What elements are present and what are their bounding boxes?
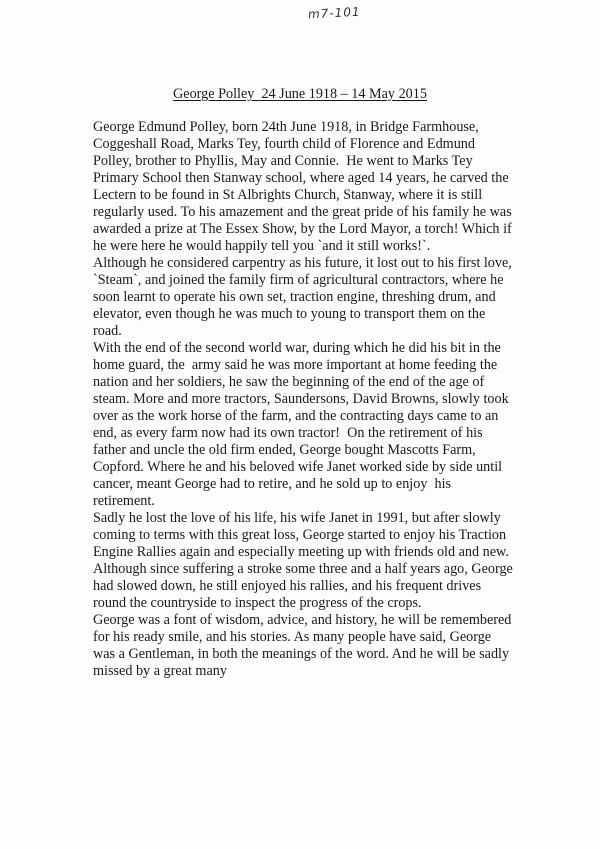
body-line: retirement. bbox=[93, 493, 155, 509]
body-line: regularly used. To his amazement and the great pride of his family he was bbox=[93, 204, 512, 220]
body-line: Engine Rallies again and especially meeting up with friends old and new. bbox=[93, 544, 509, 560]
body-line: Although he considered carpentry as his future, it lost out to his first love, bbox=[93, 255, 512, 271]
body-line: coming to terms with this great loss, George started to enjoy his Traction bbox=[93, 527, 507, 543]
body-line: George was a font of wisdom, advice, and history, he will be remembered bbox=[93, 612, 512, 628]
body-line: Lectern to be found in St Albrights Church, Stanway, where it is still bbox=[93, 187, 483, 203]
body-line: missed by a great many bbox=[93, 663, 227, 679]
body-line: Sadly he lost the love of his life, his wife Janet in 1991, but after slowly bbox=[93, 510, 501, 526]
handwritten-annotation: m7-101 bbox=[307, 4, 361, 22]
body-line: Although since suffering a stroke some three and a half years ago, George bbox=[93, 561, 513, 577]
document-body bbox=[93, 119, 533, 680]
body-line: for his ready smile, and his stories. As many people have said, George bbox=[93, 629, 492, 645]
body-line: cancer, meant George had to retire, and he sold up to enjoy his bbox=[93, 476, 452, 492]
body-line: he were here he would happily tell you `and it still works!`. bbox=[93, 238, 431, 254]
body-line: Polley, brother to Phyllis, May and Connie. He went to Marks Tey bbox=[93, 153, 473, 169]
body-line: had slowed down, he still enjoyed his rallies, and his frequent drives bbox=[93, 578, 482, 594]
body-line: Primary School then Stanway school, where aged 14 years, he carved the bbox=[93, 170, 509, 186]
body-line: end, as every farm now had its own tractor! On the retirement of his bbox=[93, 425, 483, 441]
body-line: over as the work horse of the farm, and the contracting days came to an bbox=[93, 408, 499, 424]
body-line: nation and her soldiers, he saw the beginning of the end of the age of bbox=[93, 374, 485, 390]
body-line: steam. More and more tractors, Saundersons, David Browns, slowly took bbox=[93, 391, 509, 407]
body-line: was a Gentleman, in both the meanings of the word. And he will be sadly bbox=[93, 646, 510, 662]
body-line: home guard, the army said he was more important at home feeding the bbox=[93, 357, 498, 373]
body-line: father and uncle the old firm ended, George bought Mascotts Farm, bbox=[93, 442, 476, 458]
body-line: round the countryside to inspect the progress of the crops. bbox=[93, 595, 422, 611]
page-title: George Polley 24 June 1918 – 14 May 2015 bbox=[173, 86, 427, 102]
body-line: Copford. Where he and his beloved wife Janet worked side by side until bbox=[93, 459, 503, 475]
body-line: elevator, even though he was much to young to transport them on the bbox=[93, 306, 486, 322]
body-line: `Steam`, and joined the family firm of agricultural contractors, where he bbox=[93, 272, 504, 288]
body-line: road. bbox=[93, 323, 122, 339]
body-line: George Edmund Polley, born 24th June 1918, in Bridge Farmhouse, bbox=[93, 119, 479, 135]
body-line: With the end of the second world war, during which he did his bit in the bbox=[93, 340, 501, 356]
body-line: awarded a prize at The Essex Show, by the Lord Mayor, a torch! Which if bbox=[93, 221, 512, 237]
body-line: Coggeshall Road, Marks Tey, fourth child of Florence and Edmund bbox=[93, 136, 475, 152]
body-line: soon learnt to operate his own set, traction engine, threshing drum, and bbox=[93, 289, 496, 305]
